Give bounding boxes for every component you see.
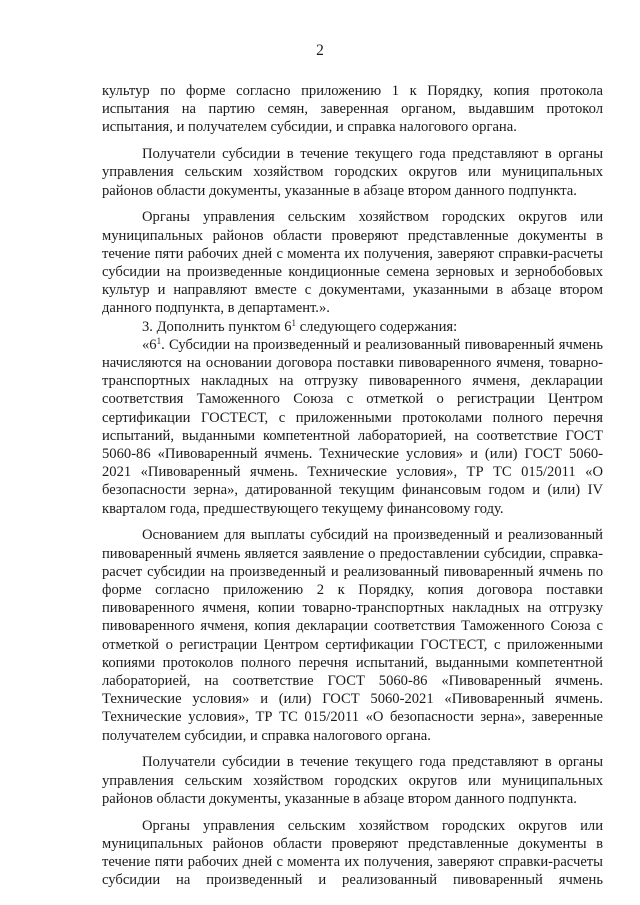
point6-1-superscript: 1 [156, 335, 162, 346]
item3-before: 3. Дополнить пунктом 6 [142, 318, 292, 335]
page-number: 2 [316, 42, 324, 59]
item3-superscript: 1 [291, 317, 297, 328]
paragraph: Органы управления сельским хозяйством городских округов или муниципальных районов области проверяют представленные документы в течение пяти рабочих дней с момента их получения, заверяют справки-расчеты субсидии на произведенные кондиционные семена зерновых и зернобобовых культур и направляют вместе с документами, указанными в абзаце втором данного подпункта, в департамент.». [102, 209, 603, 317]
item3-after: следующего содержания: [296, 318, 458, 335]
point-6-1-paragraph [102, 336, 603, 518]
point6-1-after: . Субсидии на произведенный и реализованный пивоваренный ячмень начисляются на основании договора поставки пивоваренного ячменя, товарно-транспортных накладных на отгрузку пивоваренного ячменя, декларации соответствия Таможенного Союза с отметкой о регистрации Центром сертификации ГОСТЕСТ, с приложенными протоколами полного перечня испытаний, выданными компетентной лабораторией, на соответствие ГОСТ 5060-86 «Пивоваренный ячмень. Технические условия» и (или) ГОСТ 5060-2021 «Пивоваренный ячмень. Технические условия», ТР ТС 015/2011 «О безопасности зерна», датированной текущим финансовым годом и (или) IV кварталом года, предшествующего текущему финансовому году. [102, 336, 603, 517]
point6-1-before: «6 [142, 336, 157, 353]
paragraph: Органы управления сельским хозяйством городских округов или муниципальных районов области проверяют представленные документы в течение пяти рабочих дней с момента их получения, заверяют справки-расчеты субсидии на произведенный и реализованный пивоваренный ячмень [102, 817, 603, 889]
paragraph: Основанием для выплаты субсидий на произведенный и реализованный пивоваренный ячмень является заявление о предоставлении субсидии, справка-расчет субсидии на произведенный и реализованный пивоваренный ячмень по форме согласно приложению 2 к Порядку, копия договора поставки пивоваренного ячменя, копии товарно-транспортных накладных на отгрузку пивоваренного ячменя, копия декларации соответствия Таможенного Союза с отметкой о регистрации Центром сертификации ГОСТЕСТ, с приложенными копиями протоколов полного перечня испытаний, выданными компетентной лабораторией, на соответствие ГОСТ 5060-86 «Пивоваренный ячмень. Технические условия» и (или) ГОСТ 5060-2021 «Пивоваренный ячмень. Технические условия», ТР ТС 015/2011 «О безопасности зерна», заверенные получателем субсидии, и справка налогового органа. [102, 527, 603, 744]
document-body [102, 82, 603, 890]
paragraph: культур по форме согласно приложению 1 к Порядку, копия протокола испытания на партию семян, заверенная органом, выдавшим протокол испытания, и получателем субсидии, и справка налогового органа. [102, 83, 603, 136]
paragraph: Получатели субсидии в течение текущего года представляют в органы управления сельским хозяйством городских округов или муниципальных районов области документы, указанные в абзаце втором данного подпункта. [102, 754, 603, 807]
paragraph: Получатели субсидии в течение текущего года представляют в органы управления сельским хозяйством городских округов или муниципальных районов области документы, указанные в абзаце втором данного подпункта. [102, 146, 603, 199]
amendment-item-3 [102, 318, 603, 336]
